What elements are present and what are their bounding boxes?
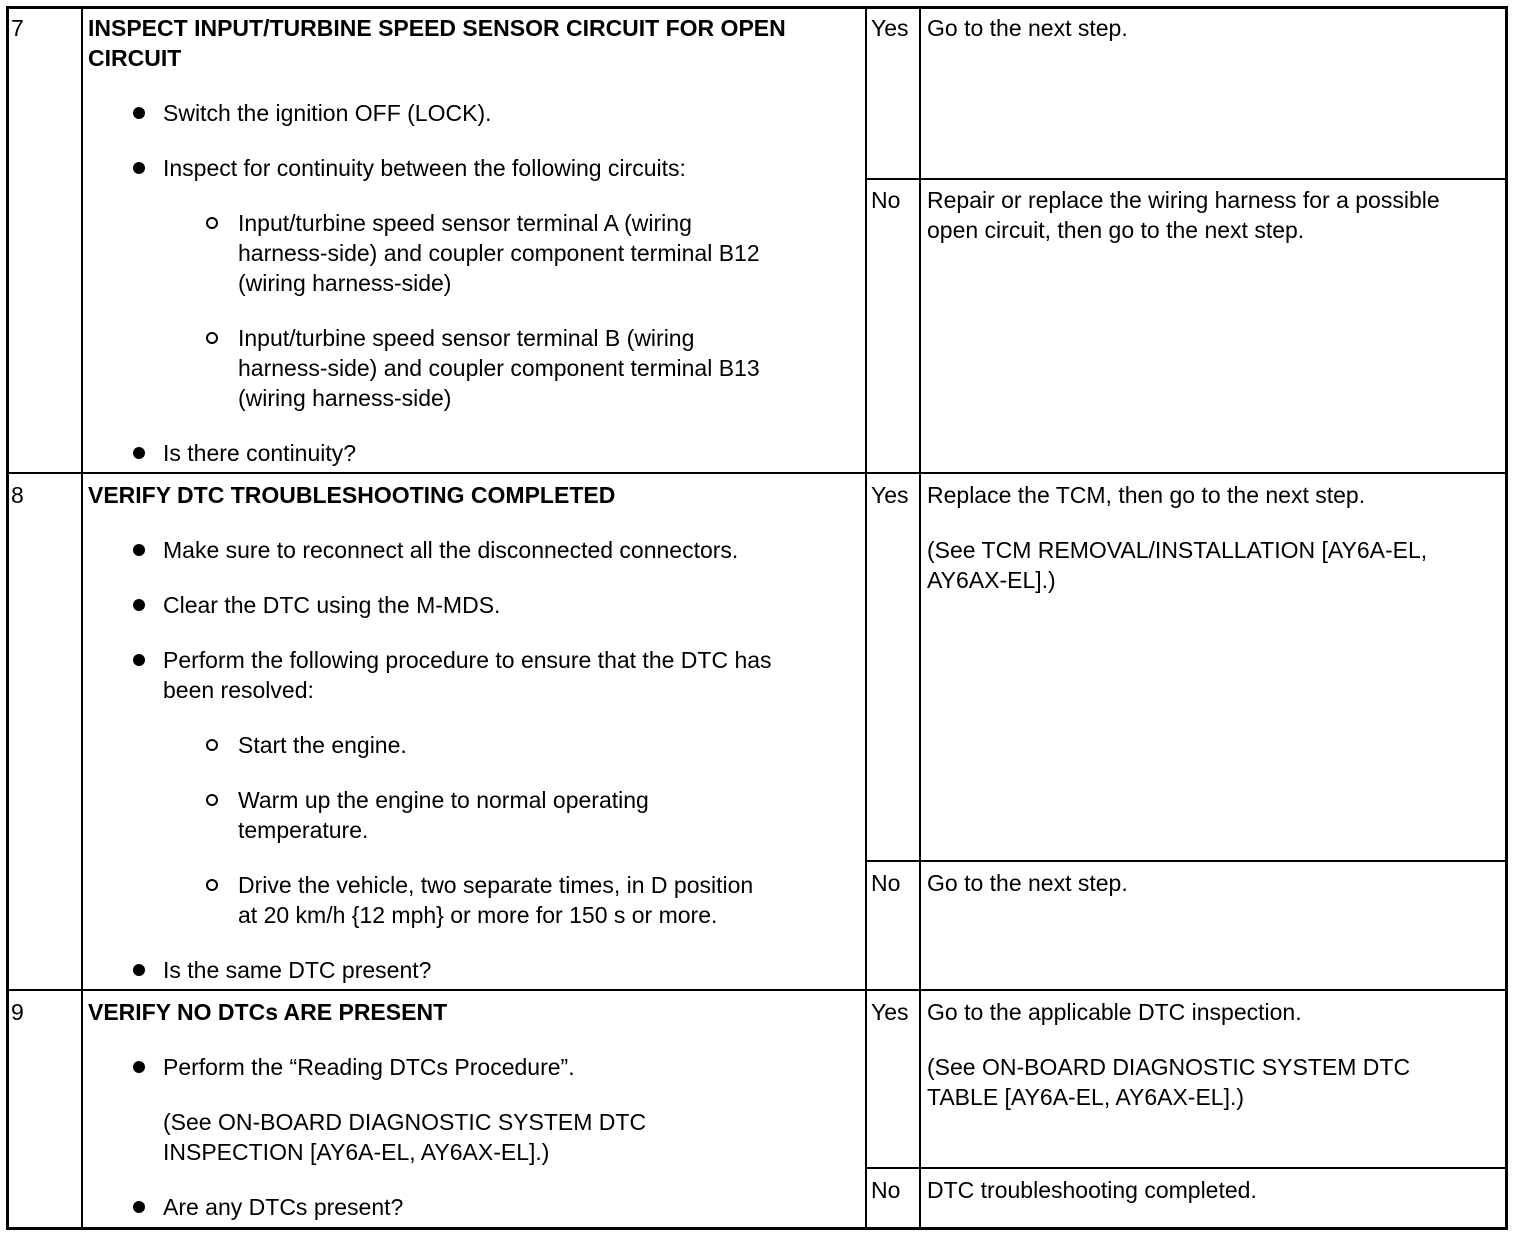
row8-yes-no-divider (865, 860, 1508, 862)
yes-label: Yes (871, 482, 909, 508)
step-title: INSPECT INPUT/TURBINE SPEED SENSOR CIRCUIT FOR OPEN (88, 15, 786, 41)
bullet-text: Perform the following procedure to ensure that the DTC has (163, 647, 772, 673)
bullet-text: Make sure to reconnect all the disconnected connectors. (163, 537, 739, 563)
no-action-continued: open circuit, then go to the next step. (927, 217, 1305, 243)
bullet-text: Are any DTCs present? (163, 1194, 404, 1220)
row-divider-7-8 (6, 472, 1508, 474)
bullet-icon (133, 964, 145, 976)
reference-text-continued: INSPECTION [AY6A-EL, AY6AX-EL].) (163, 1139, 550, 1165)
bullet-text-continued: been resolved: (163, 677, 314, 703)
step-number: 8 (11, 482, 24, 508)
column-divider-result (919, 6, 921, 1230)
step-title: VERIFY DTC TROUBLESHOOTING COMPLETED (88, 482, 616, 508)
sub-bullet-icon (206, 794, 218, 806)
bullet-icon (133, 654, 145, 666)
reference-text: (See ON-BOARD DIAGNOSTIC SYSTEM DTC (163, 1109, 647, 1135)
bullet-text: Perform the “Reading DTCs Procedure”. (163, 1054, 575, 1080)
sub-bullet-text: harness-side) and coupler component terminal B13 (238, 355, 760, 381)
yes-label: Yes (871, 15, 909, 41)
bullet-icon (133, 162, 145, 174)
row9-yes-no-divider (865, 1167, 1508, 1169)
no-action: DTC troubleshooting completed. (927, 1177, 1257, 1203)
step-number: 7 (11, 15, 24, 41)
bullet-text: Inspect for continuity between the following circuits: (163, 155, 686, 181)
yes-reference: (See ON-BOARD DIAGNOSTIC SYSTEM DTC (927, 1054, 1411, 1080)
yes-label: Yes (871, 999, 909, 1025)
bullet-icon (133, 599, 145, 611)
sub-bullet-icon (206, 879, 218, 891)
yes-action: Go to the next step. (927, 15, 1128, 41)
bullet-text: Is the same DTC present? (163, 957, 432, 983)
no-label: No (871, 187, 901, 213)
step-title: VERIFY NO DTCs ARE PRESENT (88, 999, 448, 1025)
bullet-text: Is there continuity? (163, 440, 357, 466)
sub-bullet-text: (wiring harness-side) (238, 385, 452, 411)
column-divider-step (81, 6, 83, 1230)
no-label: No (871, 1177, 901, 1203)
sub-bullet-text: Warm up the engine to normal operating (238, 787, 649, 813)
yes-action: Replace the TCM, then go to the next step. (927, 482, 1366, 508)
sub-bullet-text: Input/turbine speed sensor terminal A (wiring (238, 210, 692, 236)
sub-bullet-text: temperature. (238, 817, 369, 843)
bullet-text: Clear the DTC using the M-MDS. (163, 592, 501, 618)
sub-bullet-text: at 20 km/h {12 mph} or more for 150 s or more. (238, 902, 718, 928)
sub-bullet-icon (206, 332, 218, 344)
bullet-icon (133, 107, 145, 119)
sub-bullet-text: (wiring harness-side) (238, 270, 452, 296)
column-divider-procedure (865, 6, 867, 1230)
sub-bullet-icon (206, 217, 218, 229)
yes-reference-continued: TABLE [AY6A-EL, AY6AX-EL].) (927, 1084, 1245, 1110)
bullet-icon (133, 1201, 145, 1213)
row-divider-8-9 (6, 989, 1508, 991)
step-title-continued: CIRCUIT (88, 45, 182, 71)
yes-reference: (See TCM REMOVAL/INSTALLATION [AY6A-EL, (927, 537, 1428, 563)
no-action: Repair or replace the wiring harness for a possible (927, 187, 1440, 213)
sub-bullet-icon (206, 739, 218, 751)
bullet-icon (133, 544, 145, 556)
yes-action: Go to the applicable DTC inspection. (927, 999, 1302, 1025)
yes-reference-continued: AY6AX-EL].) (927, 567, 1056, 593)
step-number: 9 (11, 999, 24, 1025)
no-label: No (871, 870, 901, 896)
bullet-icon (133, 447, 145, 459)
row7-yes-no-divider (865, 178, 1508, 180)
sub-bullet-text: Input/turbine speed sensor terminal B (wiring (238, 325, 695, 351)
bullet-icon (133, 1061, 145, 1073)
sub-bullet-text: Start the engine. (238, 732, 407, 758)
sub-bullet-text: harness-side) and coupler component terminal B12 (238, 240, 760, 266)
bullet-text: Switch the ignition OFF (LOCK). (163, 100, 492, 126)
sub-bullet-text: Drive the vehicle, two separate times, in D position (238, 872, 754, 898)
no-action: Go to the next step. (927, 870, 1128, 896)
